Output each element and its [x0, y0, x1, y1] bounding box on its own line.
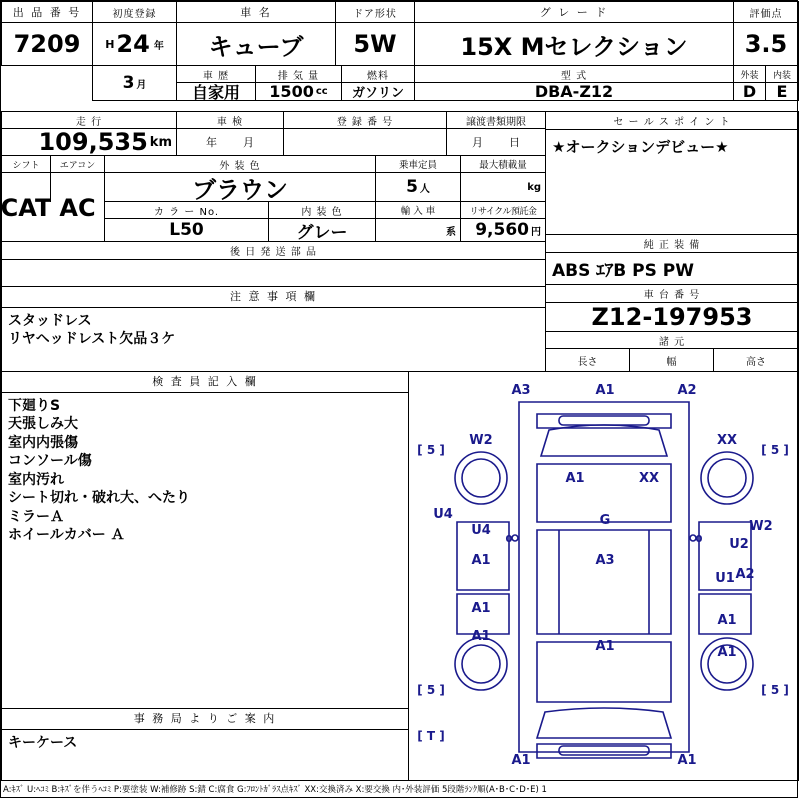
inspector-line: コンソール傷: [8, 453, 92, 470]
registration-label: 初度登録: [92, 1, 177, 23]
transfer-day-unit: 日: [509, 136, 520, 149]
vehicle-outline-svg: [409, 372, 798, 780]
regno-label: 登 録 番 号: [283, 111, 447, 129]
diagram-mark: A1: [471, 629, 491, 644]
seats-value: 5 人: [375, 172, 461, 202]
diagram-mark: A1: [717, 613, 737, 628]
chassis-label: 車 台 番 号: [545, 284, 799, 303]
fuel-label: 燃料: [341, 65, 415, 83]
regno-value: [283, 128, 447, 156]
carname-label: 車 名: [176, 1, 336, 23]
recycle-value: 9,560 円: [460, 218, 546, 242]
chassis-value: Z12-197953: [545, 302, 799, 332]
later-parts-label: 後 日 発 送 部 品: [1, 241, 546, 260]
diagram-mark: A1: [511, 753, 531, 768]
inspector-line: 天張しみ大: [8, 416, 78, 433]
diagram-bracket: [ 5 ]: [417, 443, 445, 457]
colorno-value: L50: [104, 218, 269, 242]
diagram-mark: A2: [677, 383, 697, 398]
inspector-line: 下廻りS: [8, 398, 61, 414]
diagram-mark: W2: [749, 519, 773, 534]
diagram-mark: A1: [677, 753, 697, 768]
mileage-label: 走 行: [1, 111, 177, 129]
exterior-grade-value: D: [733, 82, 766, 101]
diagram-mark: 0: [695, 534, 703, 545]
diagram-bracket: [ 5 ]: [417, 683, 445, 697]
ac-value-text: AC: [59, 194, 96, 222]
notes-lines: [2, 308, 545, 353]
history-label: 車 歴: [176, 65, 256, 83]
dimension-length: 長さ: [545, 348, 630, 372]
transfer-value: [446, 128, 546, 156]
diagram-mark: A1: [717, 645, 737, 660]
diagram-bracket: [ T ]: [417, 729, 445, 743]
office-box: [1, 708, 409, 781]
diagram-mark: W2: [469, 433, 493, 448]
diagram-mark: A1: [595, 383, 615, 398]
registration-value: [92, 22, 177, 66]
note-line: スタッドレス: [8, 313, 92, 329]
office-label: 事 務 局 よ り ご 案 内: [2, 709, 408, 730]
displacement-unit: cc: [315, 86, 328, 97]
inspector-line: ミラーＡ: [8, 508, 64, 525]
notes-box: [1, 286, 546, 372]
maxload-label: 最大積載量: [460, 155, 546, 173]
shaken-value: [176, 128, 284, 156]
score-value: 3.5: [733, 22, 799, 66]
shift-label: シフト: [1, 155, 51, 173]
inspector-line: 室内内張傷: [8, 434, 78, 451]
shaken-year-unit: 年: [206, 136, 217, 149]
diagram-mark: A1: [565, 471, 585, 486]
shift-value-text: CAT: [1, 194, 51, 222]
maxload-value: [460, 172, 546, 202]
registration-year-unit: 年: [153, 40, 164, 52]
inspector-label: 検 査 員 記 入 欄: [2, 372, 408, 393]
grade-label: グ レ ー ド: [414, 1, 734, 23]
displacement-value: 1500 cc: [255, 82, 342, 101]
inspector-box: [1, 371, 409, 709]
registration-month-unit: 月: [136, 79, 147, 91]
diagram-mark: XX: [716, 433, 738, 448]
diagram-mark: U4: [471, 523, 491, 538]
later-parts-value: [1, 259, 546, 287]
shift-ac-box: [1, 201, 105, 242]
diagram-mark: A3: [595, 553, 615, 568]
diagram-mark: A1: [595, 639, 615, 654]
lot-value: 7209: [1, 22, 93, 66]
lot-label: 出 品 番 号: [1, 1, 93, 23]
exterior-color-value: ブラウン: [104, 172, 376, 202]
inspector-lines: [2, 393, 408, 549]
recycle-label: リサイクル預託金: [460, 201, 546, 219]
ac-label: エアコン: [50, 155, 105, 173]
registration-year: 24: [116, 30, 150, 58]
shaken-month-unit: 月: [243, 136, 254, 149]
import-value: 系: [375, 218, 461, 242]
diagram-mark: U4: [433, 507, 453, 522]
vehicle-damage-diagram: [408, 371, 799, 781]
note-line: リヤヘッドレスト欠品３ケ: [8, 331, 176, 348]
model-value: DBA-Z12: [414, 82, 734, 101]
transfer-month-unit: 月: [472, 136, 483, 149]
diagram-mark: G: [599, 513, 611, 528]
sales-point-label: セ ー ル ス ポ イ ン ト: [545, 111, 799, 130]
diagram-mark: A2: [735, 567, 755, 582]
exterior-color-label: 外 装 色: [104, 155, 376, 173]
diagram-bracket: [ 5 ]: [761, 683, 789, 697]
diagram-mark: A3: [511, 383, 531, 398]
grade-value: 15X Mセレクション: [414, 22, 734, 66]
mileage-unit: km: [149, 134, 172, 150]
carname-value: キューブ: [176, 22, 336, 66]
interior-grade-value: E: [765, 82, 799, 101]
model-label: 型 式: [414, 65, 734, 83]
seats-unit: 人: [419, 183, 430, 195]
history-value: 自家用: [176, 82, 256, 101]
registration-month: 3 月: [92, 65, 177, 101]
interior-color-value: グレー: [268, 218, 376, 242]
equipment-value: ABS ｴｱB PS PW: [545, 252, 799, 285]
colorno-label: カ ラ ー No.: [104, 201, 269, 219]
diagram-mark: A1: [471, 553, 491, 568]
shaken-label: 車 検: [176, 111, 284, 129]
registration-era: H: [105, 37, 115, 51]
mileage-value: 109,535 km: [1, 128, 177, 156]
legend-footer: A:ｷｽﾞ U:ﾍｺﾐ B:ｷｽﾞを伴うﾍｺﾐ P:要塗装 W:補修跡 S:錆 C:腐食 G:ﾌﾛﾝﾄｶﾞﾗｽ点ｷｽﾞ XX:交換済み X:要交換 内･外装評価 5段階ﾗﾝｸ順(A･B･C･D･E) 1: [3, 785, 547, 795]
diagram-mark: 0: [505, 534, 513, 545]
door-label: ドア形状: [335, 1, 415, 23]
door-value: 5W: [335, 22, 415, 66]
diagram-bracket: [ 5 ]: [761, 443, 789, 457]
seats-label: 乗車定員: [375, 155, 461, 173]
transfer-label: 譲渡書類期限: [446, 111, 546, 129]
interior-grade-label: 内装: [765, 65, 799, 83]
inspector-line: シート切れ・破れ大、へたり: [8, 490, 190, 507]
dimension-height: 高さ: [713, 348, 799, 372]
equipment-label: 純 正 装 備: [545, 234, 799, 253]
dimensions-label: 諸 元: [545, 331, 799, 349]
diagram-mark: U2: [729, 537, 749, 552]
sales-point-value: ★オークションデビュー★: [545, 129, 799, 235]
inspector-line: 室内汚れ: [8, 471, 64, 488]
office-line: キーケース: [8, 735, 78, 751]
notes-label: 注 意 事 項 欄: [2, 287, 545, 308]
recycle-unit: 円: [531, 226, 541, 238]
diagram-mark: U1: [715, 571, 735, 586]
displacement-label: 排 気 量: [255, 65, 342, 83]
interior-color-label: 内 装 色: [268, 201, 376, 219]
maxload-unit: kg: [527, 181, 541, 193]
office-lines: [2, 730, 408, 756]
diagram-mark: XX: [638, 471, 660, 486]
dimension-width: 幅: [629, 348, 714, 372]
inspector-line: ホイールカバー Ａ: [8, 527, 125, 544]
exterior-grade-label: 外装: [733, 65, 766, 83]
diagram-mark: A1: [471, 601, 491, 616]
score-label: 評価点: [733, 1, 799, 23]
fuel-value: ガソリン: [341, 82, 415, 101]
import-label: 輸 入 車: [375, 201, 461, 219]
